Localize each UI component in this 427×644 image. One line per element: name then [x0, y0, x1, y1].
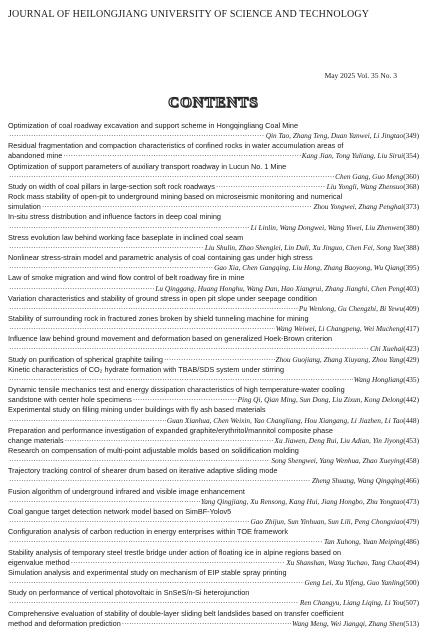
entry-title: Experimental study on filling mining under buildings with fly ash based materials — [8, 405, 266, 415]
entry-authors: Zheng Shuang, Wang Qingqing — [311, 476, 404, 486]
leader-dots — [9, 456, 270, 466]
entry-byline — [8, 619, 419, 629]
entry-authors: Wang Hongliang — [353, 374, 404, 384]
toc-entry[interactable] — [8, 334, 419, 354]
entry-byline — [8, 497, 419, 507]
entry-authors: Qin Tao, Zhang Teng, Duan Yanwei, Li Jingtao — [265, 131, 404, 141]
entry-page-number: (395) — [403, 263, 419, 273]
entry-byline — [8, 202, 419, 212]
entry-title: Comprehensive evaluation of stability of double-layer sliding belt landslides based on transfer coefficient — [8, 608, 344, 618]
entry-authors: Pu Wenlong, Gu Chengzhi, Bi Yewu — [298, 303, 404, 313]
entry-authors: Chi Xuehai — [370, 344, 404, 354]
entry-title: Preparation and performance investigation of expanded graphite/erythritol/mannitol composite phase — [8, 425, 333, 435]
entry-byline — [8, 558, 419, 568]
entry-title: Kinetic characteristics of CO₂ hydrate formation with TBAB/SDS system under stirring — [8, 364, 285, 374]
entry-authors: Xu Jiawen, Deng Rui, Liu Adian, Yin Jiyong — [274, 435, 404, 445]
toc-entry[interactable] — [8, 609, 419, 629]
leader-dots — [9, 172, 334, 182]
entry-byline — [8, 284, 419, 294]
leader-dots — [9, 263, 213, 273]
entry-title: Nonlinear stress-strain model and parametric analysis of coal containing gas under high stress — [8, 253, 313, 263]
entry-byline — [8, 375, 419, 385]
entry-authors: Liu Yongli, Wang Zhensuo — [326, 181, 404, 191]
leader-dots — [65, 436, 274, 446]
entry-page-number: (442) — [403, 395, 419, 405]
leader-dots — [9, 416, 166, 426]
entry-byline — [8, 182, 419, 192]
toc-entry[interactable] — [8, 405, 419, 425]
entry-title: Research on compensation of multi-point adjustable molds based on solidification molding — [8, 446, 299, 455]
toc-entry[interactable] — [8, 446, 419, 466]
toc-entry[interactable] — [8, 182, 419, 192]
entry-title: Coal gangue target detection network model based on SimBF-Yolov5 — [8, 506, 232, 516]
contents-heading: CONTENTS — [168, 95, 259, 111]
entry-byline — [8, 304, 419, 314]
entry-page-number: (403) — [403, 283, 419, 293]
entry-page-number: (473) — [403, 496, 419, 506]
entry-authors: Ren Changyu, Liang Liqing, Li You — [299, 598, 404, 608]
entry-title: Law of smoke migration and wind flow control of belt roadway fire in mine — [8, 273, 245, 283]
entry-title: Stability analysis of temporary steel trestle bridge under action of floating ice in alpine regions based on — [8, 547, 342, 557]
entry-title-continued: method and deformation prediction — [8, 618, 121, 628]
entry-title-continued: eigenvalue method — [8, 557, 70, 567]
entry-page-number: (507) — [403, 598, 419, 608]
entry-title-continued: sandstone with center hole specimens — [8, 395, 132, 405]
toc-entry[interactable] — [8, 426, 419, 446]
entry-byline — [8, 131, 419, 141]
toc-entry[interactable] — [8, 162, 419, 182]
toc-entry[interactable] — [8, 192, 419, 212]
entry-authors: Song Shengwei, Yang Wenhua, Zhao Xueying — [271, 456, 404, 466]
entry-title-continued: abandoned mine — [8, 151, 63, 161]
entry-title: Study on performance of vertical photovoltaic in SnSeS/n-Si heterojunction — [8, 588, 250, 598]
entry-byline — [8, 476, 419, 486]
issue-info: May 2025 Vol. 35 No. 3 — [324, 71, 397, 80]
leader-dots — [9, 598, 299, 608]
entry-authors: Wang Meng, Wei Jiangqi, Zhang Shen — [292, 618, 404, 628]
entry-title: Simulation analysis and experimental study on mechanism of EIP stable spray printing — [8, 567, 287, 577]
entry-authors: Gao Xia, Chen Gangqing, Liu Hong, Zhang Baoyong, Wu Qiang — [214, 263, 404, 273]
toc-entry[interactable] — [8, 548, 419, 568]
entry-page-number: (466) — [403, 476, 419, 486]
entry-title: Trajectory tracking control of shearer drum based on iterative adaptive sliding mode — [8, 466, 278, 476]
entry-byline — [8, 344, 419, 354]
entry-page-number: (500) — [403, 578, 419, 588]
toc-entry[interactable] — [8, 141, 419, 161]
entry-title: Fusion algorithm of underground infrared and visible image enhancement — [8, 486, 245, 496]
entry-byline — [8, 416, 419, 426]
entry-authors: Liu Shulin, Zhao Shenglei, Lin Duli, Xu Jinguo, Chen Fei, Song Yue — [204, 242, 404, 252]
entry-title-continued: Study on purification of spherical graphite tailing — [8, 354, 163, 364]
entry-authors: Wang Weiwei, Li Changpeng, Wei Mucheng — [275, 324, 404, 334]
toc-entry[interactable] — [8, 314, 419, 334]
toc-entry[interactable] — [8, 253, 419, 273]
leader-dots — [9, 243, 204, 253]
entry-authors: Zhou Yongwei, Zhang Penghai — [313, 202, 404, 212]
leader-dots — [9, 131, 265, 141]
entry-page-number: (458) — [403, 456, 419, 466]
entry-title: Residual fragmentation and compaction characteristics of confined rocks in water accumulation areas of — [8, 141, 344, 151]
leader-dots — [164, 355, 275, 365]
journal-title: JOURNAL OF HEILONGJIANG UNIVERSITY OF SCIENCE AND TECHNOLOGY — [8, 9, 370, 20]
entry-page-number: (494) — [403, 557, 419, 567]
entry-title: Optimization of support parameters of auxiliary transport roadway in Lucun No. 1 Mine — [8, 161, 287, 171]
leader-dots — [71, 558, 286, 568]
entry-page-number: (486) — [403, 537, 419, 547]
entry-byline — [8, 517, 419, 527]
toc-entry[interactable] — [8, 385, 419, 405]
toc-entry[interactable] — [8, 294, 419, 314]
entry-byline — [8, 598, 419, 608]
leader-dots — [216, 182, 326, 192]
entry-byline — [8, 263, 419, 273]
toc-entry[interactable] — [8, 527, 419, 547]
entry-title: Configuration analysis of carbon reduction in energy enterprises within TOE framework — [8, 527, 288, 537]
entry-authors: Gao Zhijun, Sun Yinhuan, Sun Lili, Peng Chongxiao — [250, 517, 404, 527]
entry-title: In-situ stress distribution and influence factors in deep coal mining — [8, 212, 221, 222]
entry-authors: Tan Xuhong, Yuan Meiping — [323, 537, 404, 547]
entry-title: Rock mass stability of open-pit to underground mining based on microseismic monitoring and numerical — [8, 192, 343, 202]
leader-dots — [9, 284, 154, 294]
leader-dots — [9, 344, 369, 354]
entry-page-number: (368) — [403, 181, 419, 191]
entry-authors: Lu Qinggang, Huang Honghu, Wang Dan, Hao Xiangrui, Zhang Jianghi, Chen Peng — [155, 283, 404, 293]
toc-entry[interactable] — [8, 212, 419, 232]
leader-dots — [9, 476, 311, 486]
toc-entry[interactable] — [8, 568, 419, 588]
leader-dots — [9, 578, 303, 588]
toc-entry[interactable] — [8, 121, 419, 141]
entry-page-number: (453) — [403, 435, 419, 445]
entry-page-number: (409) — [403, 303, 419, 313]
toc-entry[interactable] — [8, 365, 419, 385]
entry-authors: Li Linlin, Wang Dongwei, Wang Yiwei, Liu Zhenwen — [250, 222, 404, 232]
entry-page-number: (373) — [403, 202, 419, 212]
entry-page-number: (388) — [403, 242, 419, 252]
leader-dots — [9, 497, 200, 507]
entry-byline — [8, 436, 419, 446]
entry-byline — [8, 456, 419, 466]
leader-dots — [63, 151, 300, 161]
entry-authors: Yang Qingjiang, Xu Rensong, Kang Hui, Jiang Hongbo, Zhu Yongtao — [200, 496, 404, 506]
entry-page-number: (349) — [403, 131, 419, 141]
leader-dots — [9, 223, 250, 233]
leader-dots — [9, 517, 249, 527]
toc-entry[interactable] — [8, 507, 419, 527]
entry-page-number: (513) — [403, 618, 419, 628]
entry-byline — [8, 537, 419, 547]
entry-byline — [8, 223, 419, 233]
leader-dots — [122, 619, 291, 629]
entry-title: Optimization of coal roadway excavation and support scheme in Hongqingliang Coal Mine — [8, 121, 299, 130]
entry-page-number: (435) — [403, 374, 419, 384]
entry-title: Influence law behind ground movement and deformation based on generalized Hoek-Brown criterion — [8, 334, 333, 344]
entry-byline — [8, 324, 419, 334]
entry-byline — [8, 355, 419, 365]
entry-authors: Chen Gang, Guo Meng — [335, 171, 404, 181]
toc-entry[interactable] — [8, 355, 419, 365]
toc-entry[interactable] — [8, 233, 419, 253]
toc-entry[interactable] — [8, 466, 419, 486]
toc-entry[interactable] — [8, 273, 419, 293]
leader-dots — [9, 324, 275, 334]
entry-title-continued: simulation — [8, 202, 41, 212]
entry-byline — [8, 243, 419, 253]
entry-authors: Xu Shanshan, Wang Yuchao, Tang Chao — [286, 557, 404, 567]
entry-page-number: (380) — [403, 222, 419, 232]
entry-title: Stress evolution law behind working face baseplate in inclined coal seam — [8, 232, 244, 242]
leader-dots — [42, 202, 313, 212]
entry-page-number: (448) — [403, 415, 419, 425]
entry-page-number: (429) — [403, 354, 419, 364]
entry-page-number: (354) — [403, 151, 419, 161]
entry-page-number: (479) — [403, 517, 419, 527]
entry-title: Dynamic tensile mechanics test and energy dissipation characteristics of high temperature-water cooling — [8, 385, 345, 395]
entry-page-number: (417) — [403, 324, 419, 334]
entry-title: Variation characteristics and stability of ground stress in open pit slope under seepage condition — [8, 293, 317, 303]
toc-entry[interactable] — [8, 588, 419, 608]
entry-authors: Ping Qi, Qian Ming, Sun Dong, Liu Zixun, Kong Delong — [237, 395, 404, 405]
entry-authors: Kang Jian, Tong Yuliang, Liu Sirui — [301, 151, 404, 161]
entry-byline — [8, 578, 419, 588]
entry-page-number: (423) — [403, 344, 419, 354]
entry-byline — [8, 395, 419, 405]
entry-title-continued: Study on width of coal pillars in large-section soft rock roadways — [8, 181, 215, 191]
entry-authors: Guan Xianhua, Chen Weixin, Yao Changliang, Hou Xiangang, Li Jiazhen, Li Tao — [166, 415, 404, 425]
entry-authors: Zhou Guojiang, Zhang Xiuyang, Zhou Yang — [275, 354, 404, 364]
leader-dots — [9, 537, 323, 547]
contents-list — [8, 121, 419, 629]
entry-byline — [8, 151, 419, 161]
leader-dots — [133, 395, 237, 405]
entry-title: Stability of surrounding rock in fractured zones broken by shield tunneling machine for mining — [8, 313, 309, 323]
entry-title-continued: change materials — [8, 435, 64, 445]
leader-dots — [9, 375, 353, 385]
leader-dots — [9, 304, 298, 314]
entry-byline — [8, 172, 419, 182]
entry-page-number: (360) — [403, 171, 419, 181]
toc-entry[interactable] — [8, 487, 419, 507]
entry-authors: Geng Lei, Xu Yifeng, Guo Yanling — [304, 578, 404, 588]
